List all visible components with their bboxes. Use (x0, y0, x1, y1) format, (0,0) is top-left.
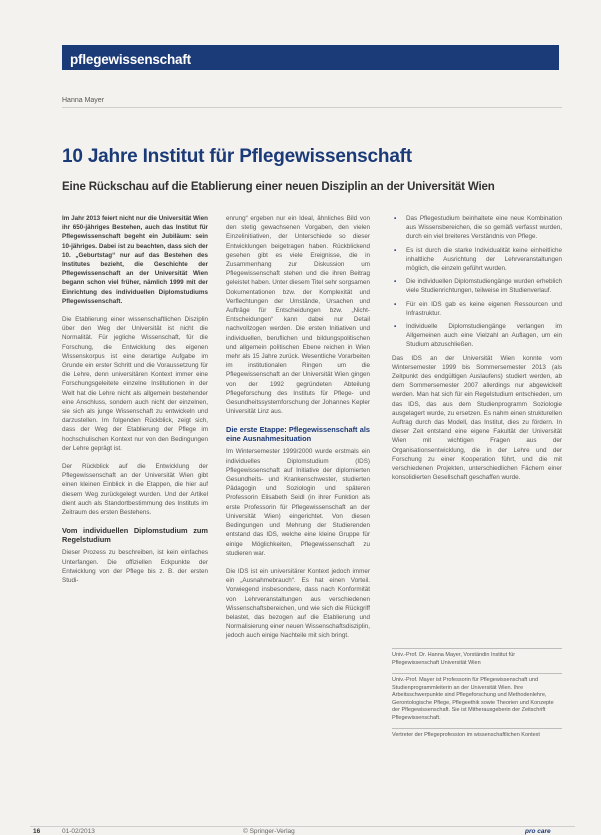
list-item: ▪ Individuelle Diplomstudiengänge verlangen im Allgemeinen auch eine Vielzahl an Auflagen, um ein Studium abzuschließen. (394, 323, 562, 349)
body-paragraph: Der Rückblick auf die Entwicklung der Pflegewissenschaft an der Universität Wien gibt einen kleinen Einblick in die Etappen, die hier auf diesem Weg zurückgelegt wurden. Und der Artikel dient auch als Standortbestimmung des Instituts im Zeitraum des ersten Bestehens. (62, 463, 208, 517)
text-column-1 (62, 214, 208, 594)
divider (62, 107, 562, 108)
author-bio: Univ.-Prof. Mayer ist Professorin für Pflegewissenschaft und Studienprogrammleiterin an der Universität Wien. Ihre Arbeitsschwerpunkte sind Pflegeforschung und Methodenlehre, Gerontologische Pflege, Pflegeethik sowie Theorien und Konzepte der Pflegewissenschaft. Sie ist Mitherausgeberin der Zeitschrift Pflegewissenschaft. (392, 673, 562, 728)
text-column-2 (226, 214, 370, 650)
author-name: Hanna Mayer (62, 97, 105, 104)
body-paragraph: enrung“ ergeben nur ein Ideal, ähnliches Bild von den stetig gewachsenen Vorgaben, den vielen Einzelinitiativen, der Unterschiede so dieser Entwicklungen beigetragen haben. Rückblickend gesehen gibt es viele Ereignisse, die in Zusammenhang zur Diskussion um Pflegewissenschaft stehen und die ihren Beitrag geleistet haben. Unter diesem Titel sehr sorgsamen Dokumentationen bzw. der Komplexität und Verflechtungen der Umstände, Ursachen und Aufträge für Entscheidungen bzw. „Nicht-Entscheidungen“ kann dabei nur Detail nachvollzogen werden. Die ersten Initiativen und individuellen, beruflichen und bildungspolitischen und allgemein politischen Ebene reichen in Wien mehr als 15 Jahre zurück. Wesentliche Vorarbeiten im institutionalen Ringen um die Pflegewissenschaft an der Universität Wien gingen von der 1992 gegründeten Abteilung Pflegeforschung des Instituts für Pflege- und Gesundheitssystemforschung der Johannes Kepler Universität Linz aus. (226, 215, 370, 416)
author-note: Vertreter der Pflegeprofession im wissenschaftlichen Kontext (392, 728, 562, 746)
journal-brand: pro care (525, 828, 551, 835)
body-paragraph: Dieser Prozess zu beschreiben, ist kein einfaches Unterfangen. Die offiziellen Eckpunkte der Entwicklung von der Pflege bis z. B. der ersten Studi- (62, 549, 208, 584)
section-heading: Vom individuellen Diplomstudium zum Regelstudium (62, 526, 208, 545)
bullet-list (392, 214, 562, 350)
body-paragraph: Die Etablierung einer wissenschaftlichen Disziplin über den Weg der Universität ist nicht die Normalität. Für jegliche Wissenschaft, für die Forschung, die Entwicklung des eigenen Wissenskorpus ist eine derartige Aufgabe im Grunde ein erster Schritt und die Voraussetzung für die Lehre, denn universitären Kontext immer eine Forschungsgeleitete einzelne Institutionen in der Welt hat die Lehre nicht als allgemein bestehender eine Anschluss, sondern auch nicht der einzelnen, sie sich als junge Wissenschaft zu entwickeln und darzustellen. Im folgenden Rückblick, zeigt sich, dass der Weg der Etablierung der Pflege im hochschulischen Kontext nur von den Bedingungen der Lehre geprägt ist. (62, 316, 208, 452)
list-item: ▪ Das Pflegestudium beinhaltete eine neue Kombination aus Wissensbereichen, die so gemäß verfasst wurden, durch ein viel breiteres Verständnis von Pflege. (394, 215, 562, 241)
section-title: pflegewissenschaft (70, 52, 191, 67)
issue-label: 01-02/2013 (62, 828, 95, 835)
text-column-3 (392, 214, 562, 491)
body-paragraph: Das IDS an der Universität Wien konnte vom Wintersemester 1999 bis Sommersemester 2013 (als Zeitpunkt des endgültigen Auslaufens) studiert werden, ab dem Sommersemester 2007 allerdings nur abgewickelt werden. Man hat sich für ein Regelstudium entschieden, um das IDS, das aus dem Studienprogramm Soziologie ausgelagert wurde, zu ersetzen. Es nahm einen strukturellen Auftrag durch das Modell, das Institut, dies zu fördern. In dieser Zeit entstand eine eigene Fakultät der Universität Wien mit wichtigen Fragen aus der Organisationsentwicklung, die in der Lehre und der Forschung zu einer Kooperation führt, und die mit verschiedenen Projekten, unterschiedlichen Fächern einer konsolidierten Gesellschaft geschaffen wurde. (392, 354, 562, 482)
bullet-icon: ▪ (394, 278, 397, 286)
article-subtitle: Eine Rückschau auf die Etablierung einer neuen Disziplin an der Universität Wien (62, 181, 495, 193)
section-banner (62, 45, 559, 70)
body-paragraph: Im Wintersemester 1999/2000 wurde erstmals ein individuelles Diplomstudium (IDS) Pflegewissenschaft auf Initiative der diplomierten Gesundheits- und Krankenschwester, studierten Pädagogin und Soziologin und späteren Professorin Elisabeth Seidl (in ihrer Funktion als erste Professorin für Pflegewissenschaft an der Universität Wien) eingerichtet. Von diesen Bedingungen und Mehrung der Studierenden entstand das IDS, welche eine kleine Gruppe für einige Möglichkeiten, Pflegewissenschaft zu studieren war. (226, 448, 370, 557)
list-item: ▪ Für ein IDS gab es keine eigenen Ressourcen und Infrastruktur. (394, 300, 562, 317)
footer-divider (30, 826, 575, 827)
list-item: ▪ Die individuellen Diplomstudiengänge wurden erheblich viele Studienrichtungen, teilweise im Studienverlauf. (394, 278, 562, 295)
publisher-label: © Springer-Verlag (243, 828, 295, 835)
author-info: Univ.-Prof. Dr. Hanna Mayer, Vorständin Institut für Pflegewissenschaft Universität Wien (392, 648, 562, 673)
author-info-box (392, 648, 562, 746)
section-heading: Die erste Etappe: Pflegewissenschaft als eine Ausnahmesituation (226, 425, 370, 444)
lead-paragraph: Im Jahr 2013 feiert nicht nur die Universität Wien ihr 650-jähriges Bestehen, auch das Institut für Pflegewissenschaft begeht ein Jubiläum: sein 10-jähriges. Dabei ist zu beachten, dass sich der 10. „Geburtstag“ nur auf das Bestehen des Institutes bezieht, die Geschichte der Pflegewissenschaft an der Universität Wien begann schon viel früher, nämlich 1999 mit der Einrichtung des individuellen Diplomstudiums Pflegewissenschaft. (62, 215, 208, 305)
bullet-icon: ▪ (394, 215, 397, 222)
bullet-icon: ▪ (394, 246, 397, 254)
bullet-icon: ▪ (394, 323, 397, 331)
page-number: 16 (33, 828, 41, 835)
list-item: ▪ Es ist durch die starke Individualität keine einheitliche inhaltliche Ausrichtung der Lehrveranstaltungen möglich, die einzeln geführt wurden. (394, 246, 562, 273)
bullet-icon: ▪ (394, 300, 397, 308)
article-title: 10 Jahre Institut für Pflegewissenschaft (62, 146, 412, 167)
body-paragraph: Die IDS ist ein universitärer Kontext jedoch immer ein „Ausnahmebrauch“. Es hat einen Vorteil. Vorwiegend insbesondere, dass nach Konformität von Lehrveranstaltungen aus verschiedenen Wissenschaftsbereichen, und wie sich die Rückgriff belastet, das bezogen auf die Etablierung und Normalisierung einer neuen Wissenschaftsdisziplin, jedoch auch einige Nachteile mit sich bringt. (226, 567, 370, 640)
